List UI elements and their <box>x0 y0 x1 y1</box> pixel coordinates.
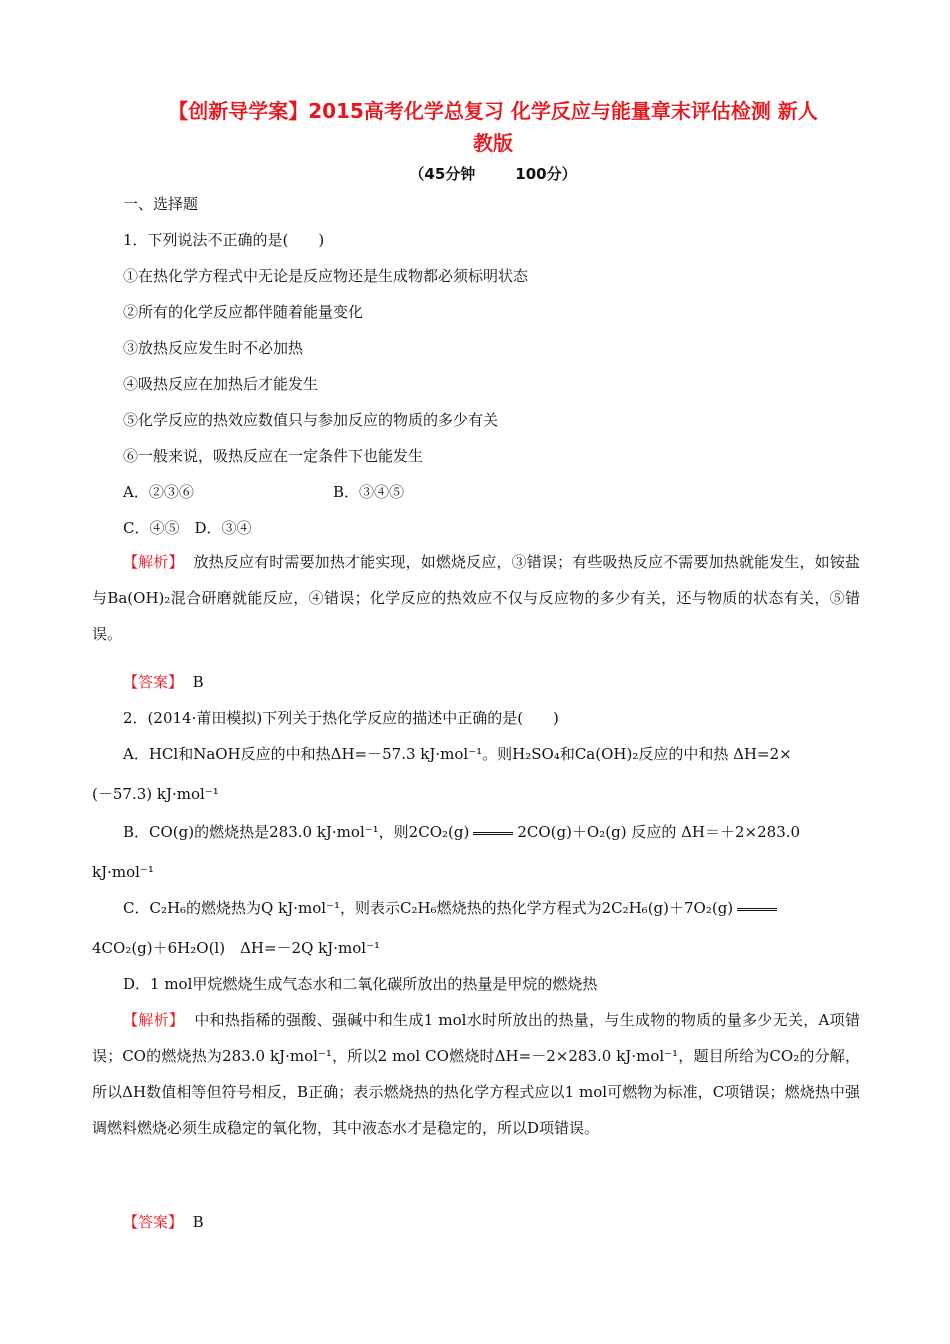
question-1-item: ①在热化学方程式中无论是反应物还是生成物都必须标明状态 <box>123 267 529 285</box>
equation-sign <box>737 908 777 911</box>
question-2-option-b: B．CO(g)的燃烧热是283.0 kJ·mol⁻¹，则2CO₂(g) 2CO(g)＋O₂(g) 反应的 ΔH＝＋2×283.0 <box>123 823 801 841</box>
question-1-item: ⑥一般来说，吸热反应在一定条件下也能发生 <box>123 447 424 465</box>
analysis-tag: 【解析】 <box>123 553 184 571</box>
question-1-option-b: B．③④⑤ <box>333 483 405 501</box>
analysis-text: 中和热指稀的强酸、强碱中和生成1 mol水时所放出的热量，与生成物的物质的量多少无关，A项错误；CO的燃烧热为283.0 kJ·mol⁻¹，所以2 mol CO燃烧时ΔH=－2×283.0 kJ·mol⁻¹，题目所给为CO₂的分解，所以ΔH数值相等但符号相反，B正确；表示燃烧热的热化学方程式应以1 mol可燃物为标准，C项错误；燃烧热中强调燃料燃烧必须生成稳定的氧化物，其中液态水才是稳定的，所以D项错误。 <box>92 1011 860 1137</box>
exam-score: 100分） <box>515 165 577 183</box>
answer-value: B <box>192 1213 204 1231</box>
question-1-item: ④吸热反应在加热后才能发生 <box>123 375 319 393</box>
question-2-option-d: D．1 mol甲烷燃烧生成气态水和二氧化碳所放出的热量是甲烷的燃烧热 <box>123 975 598 993</box>
question-1-option-cd: C．④⑤ D．③④ <box>123 519 252 537</box>
question-1-item: ③放热反应发生时不必加热 <box>123 339 304 357</box>
analysis-tag: 【解析】 <box>123 1011 185 1029</box>
question-1-stem: 1．下列说法不正确的是( ) <box>123 231 325 249</box>
answer-tag: 【答案】 <box>123 1213 184 1231</box>
exam-time: （45分钟 <box>409 165 476 183</box>
question-1-analysis <box>92 544 860 652</box>
question-1-item: ⑤化学反应的热效应数值只与参加反应的物质的多少有关 <box>123 411 499 429</box>
answer-tag: 【答案】 <box>123 673 184 691</box>
question-2-analysis <box>92 1002 860 1146</box>
question-1-option-a: A．②③⑥ <box>123 483 194 501</box>
document-title-continued: 教版 <box>473 131 513 155</box>
document-title: 【创新导学案】2015高考化学总复习 化学反应与能量章末评估检测 新人 <box>168 99 818 123</box>
question-2-option-c-continued: 4CO₂(g)＋6H₂O(l) ΔH=－2Q kJ·mol⁻¹ <box>92 939 381 957</box>
question-2-answer <box>123 1212 204 1232</box>
analysis-text: 放热反应有时需要加热才能实现，如燃烧反应，③错误；有些吸热反应不需要加热就能发生，如铵盐与Ba(OH)₂混合研磨就能反应，④错误；化学反应的热效应不仅与反应物的多少有关，还与物质的状态有关，⑤错误。 <box>92 553 860 643</box>
answer-value: B <box>192 673 204 691</box>
section-heading: 一、选择题 <box>123 195 199 213</box>
question-2-option-a: A．HCl和NaOH反应的中和热ΔH=－57.3 kJ·mol⁻¹。则H₂SO₄和Ca(OH)₂反应的中和热 ΔH=2× <box>123 745 792 763</box>
question-1-item: ②所有的化学反应都伴随着能量变化 <box>123 303 364 321</box>
question-2-option-c: C．C₂H₆的燃烧热为Q kJ·mol⁻¹，则表示C₂H₆燃烧热的热化学方程式为2C₂H₆(g)＋7O₂(g) <box>123 898 781 918</box>
question-1-answer <box>123 672 204 692</box>
exam-time-score <box>108 163 878 185</box>
question-2-option-a-continued: (－57.3) kJ·mol⁻¹ <box>92 785 219 803</box>
equation-sign <box>473 832 513 835</box>
question-2-option-b-continued: kJ·mol⁻¹ <box>92 863 154 881</box>
question-2-stem: 2．(2014·莆田模拟)下列关于热化学反应的描述中正确的是( ) <box>123 709 559 727</box>
